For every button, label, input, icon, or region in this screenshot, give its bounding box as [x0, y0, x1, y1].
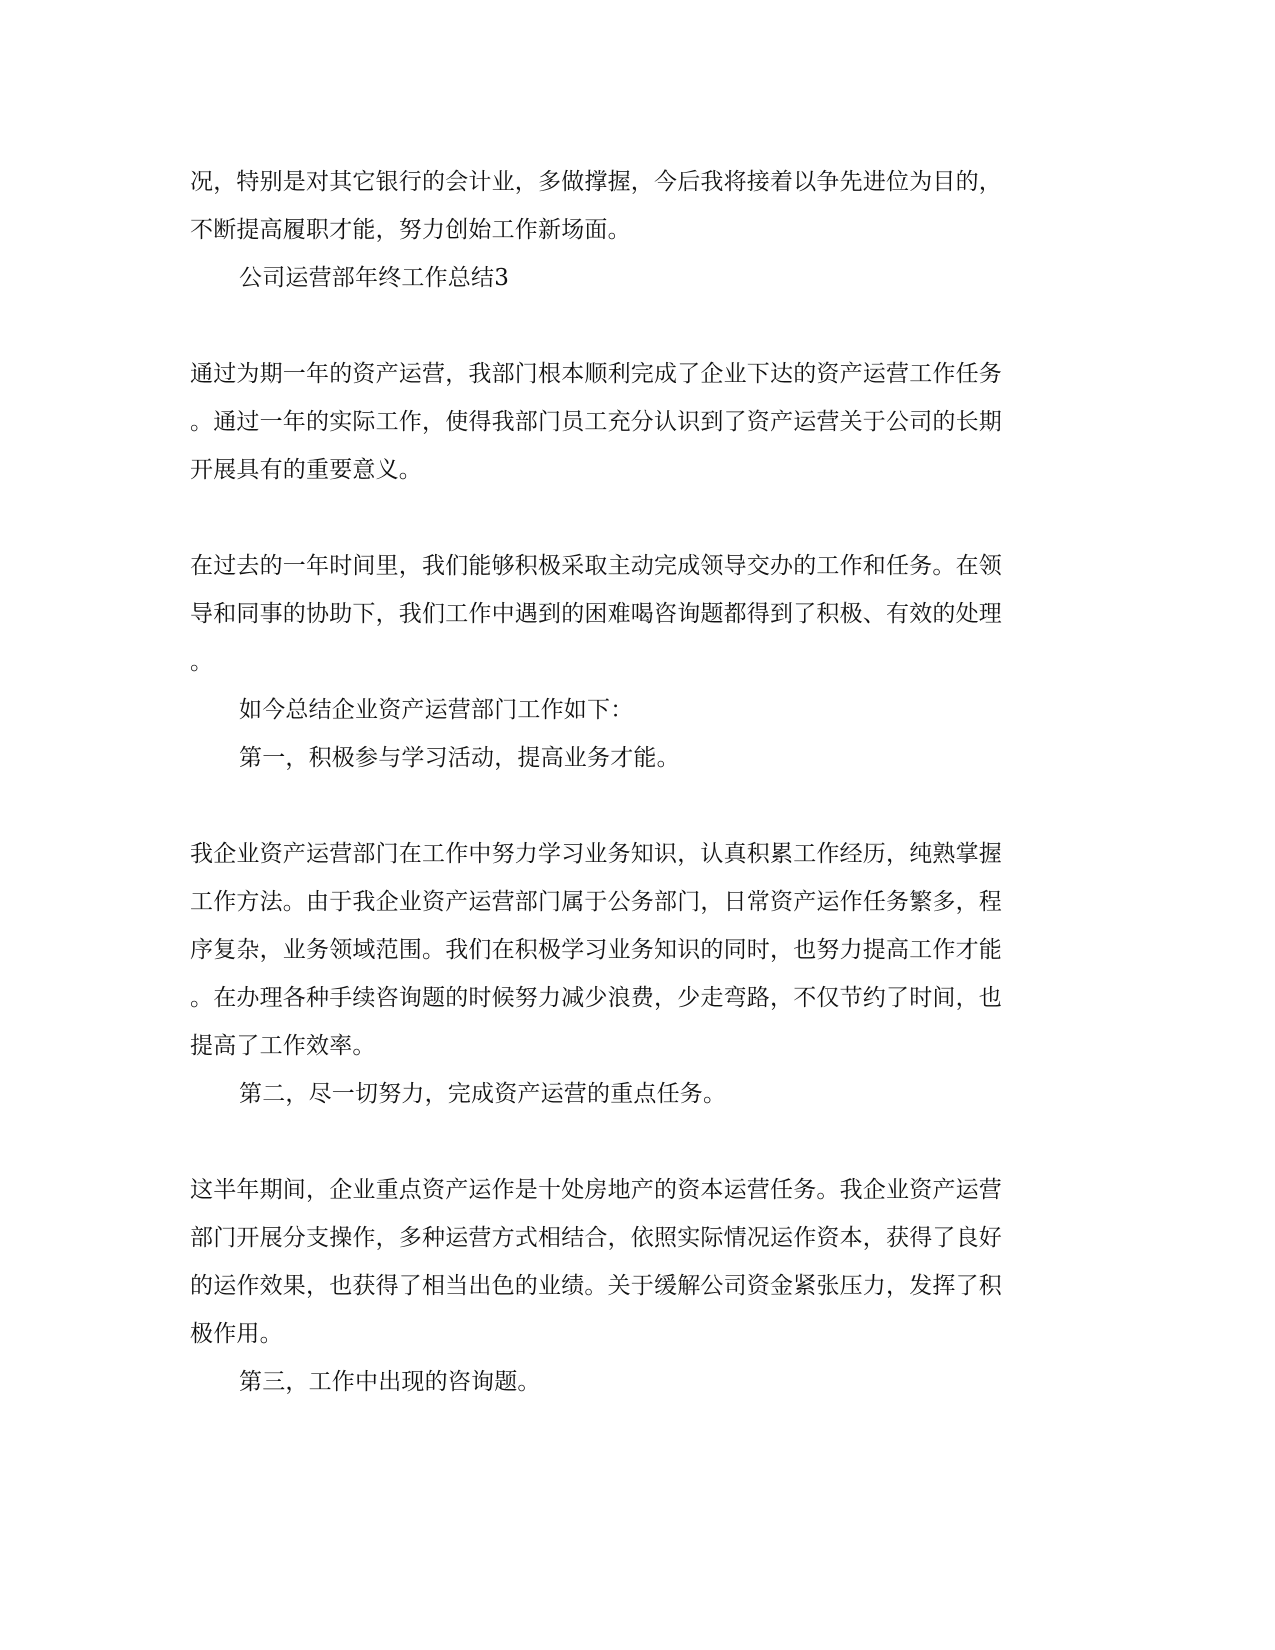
text-line: 这半年期间，企业重点资产运作是十处房地产的资本运营任务。我企业资产运营 [190, 1177, 1002, 1203]
text-line: 工作方法。由于我企业资产运营部门属于公务部门，日常资产运作任务繁多，程 [190, 889, 1002, 915]
paragraph-gap [190, 302, 1070, 350]
text-line: 况，特别是对其它银行的会计业，多做撑握，今后我将接着以争先进位为目的， [190, 169, 1002, 195]
text-line: 不断提高履职才能，努力创始工作新场面。 [190, 217, 631, 243]
text-line: 导和同事的协助下，我们工作中遇到的困难喝咨询题都得到了积极、有效的处理 [190, 601, 1002, 627]
text-line: 。 [190, 649, 214, 675]
text-line: 。在办理各种手续咨询题的时候努力减少浪费，少走弯路，不仅节约了时间，也 [190, 985, 1002, 1011]
subheading: 第一，积极参与学习活动，提高业务才能。 [239, 745, 680, 771]
text-line: 开展具有的重要意义。 [190, 457, 422, 483]
text-line: 的运作效果，也获得了相当出色的业绩。关于缓解公司资金紧张压力，发挥了积 [190, 1273, 1002, 1299]
subheading: 第二，尽一切努力，完成资产运营的重点任务。 [239, 1081, 727, 1107]
text-line: 在过去的一年时间里，我们能够积极采取主动完成领导交办的工作和任务。在领 [190, 553, 1002, 579]
text-line: 我企业资产运营部门在工作中努力学习业务知识，认真积累工作经历，纯熟掌握 [190, 841, 1002, 867]
paragraph-gap [190, 1118, 1070, 1166]
paragraph-gap [190, 494, 1070, 542]
text-line: 提高了工作效率。 [190, 1033, 376, 1059]
text-line: 通过为期一年的资产运营，我部门根本顺利完成了企业下达的资产运营工作任务 [190, 361, 1002, 387]
text-line: 如今总结企业资产运营部门工作如下： [239, 697, 634, 723]
text-line: 。通过一年的实际工作，使得我部门员工充分认识到了资产运营关于公司的长期 [190, 409, 1002, 435]
section-heading: 公司运营部年终工作总结3 [239, 265, 510, 291]
text-line: 极作用。 [190, 1321, 283, 1347]
text-line: 部门开展分支操作，多种运营方式相结合，依照实际情况运作资本，获得了良好 [190, 1225, 1002, 1251]
subheading: 第三，工作中出现的咨询题。 [239, 1369, 541, 1395]
text-line: 序复杂，业务领域范围。我们在积极学习业务知识的同时，也努力提高工作才能 [190, 937, 1002, 963]
document-body [190, 158, 1070, 1406]
paragraph-gap [190, 782, 1070, 830]
